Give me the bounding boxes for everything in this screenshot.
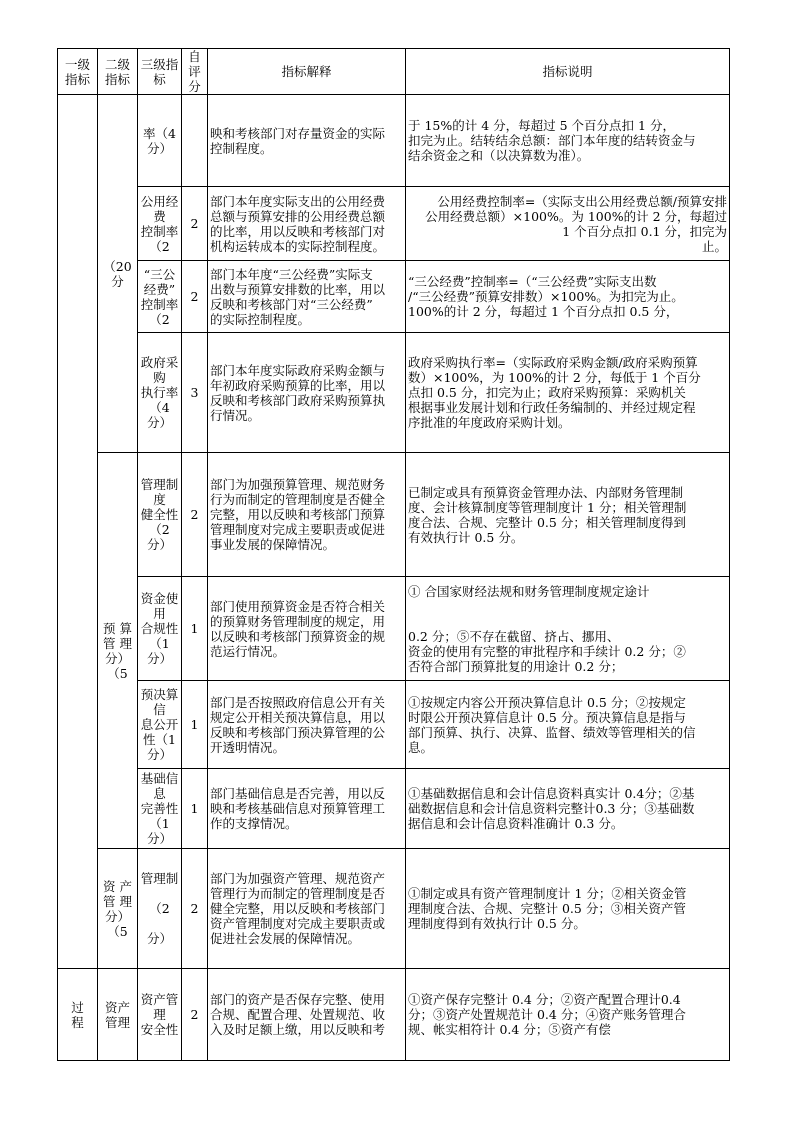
table-row — [58, 769, 730, 849]
header-description: 指标说明 — [406, 49, 730, 95]
level3-name: 率（4 分） — [138, 95, 182, 187]
indicator-description: ①基础数据信息和会计信息资料真实计 0.4分；②基 础数据信息和会计信息资料完整计0.3 分；③基础数 据信息和会计信息资料准确计 0.3 分。 — [406, 769, 730, 849]
header-level1: 一级 指标 — [58, 49, 98, 95]
level3-name: 预决算 信 息公开 性（1 分） — [138, 681, 182, 769]
indicator-description: 已制定或具有预算资金管理办法、内部财务管理制 度、会计核算制度等管理制度计 1 分；相关管理制 度合法、合规、完整计 0.5 分；相关管理制度得到 有效执行计 0.5 分。 — [406, 453, 730, 577]
indicator-description: 政府采购执行率=（实际政府采购金额/政府采购预算 数）×100%，为 100%的计 2 分，每低于 1 个百分 点扣 0.5 分，扣完为止；政府采购预算：采购机关 根据事业发展计划和行政任务编制的、并经过规定程 序批准的年度政府采购计划。 — [406, 333, 730, 453]
indicator-explanation: 部门使用预算资金是否符合相关 的预算财务管理制度的规定，用 以反映和考核部门预算资金的规 范运行情况。 — [208, 577, 406, 681]
indicator-explanation: 部门本年度实际支出的公用经费 总额与预算安排的公用经费总额 的比率，用以反映和考核部门对 机构运转成本的实际控制程度。 — [208, 187, 406, 261]
indicator-description: “三公经费”控制率=（“三公经费”实际支出数 /“三公经费”预算安排数）×100%。为扣完为止。 100%的计 2 分，每超过 1 个百分点扣 0.5 分， — [406, 261, 730, 333]
header-level2: 二级 指标 — [98, 49, 138, 95]
level2-asset-management-2: 资产 管理 — [98, 969, 138, 1061]
indicator-explanation: 部门本年度“三公经费”实际支 出数与预算安排数的比率，用以 反映和考核部门对“三公经费” 的实际控制程度。 — [208, 261, 406, 333]
self-score: 1 — [182, 577, 208, 681]
table-row — [58, 261, 730, 333]
self-score: 2 — [182, 969, 208, 1061]
indicator-explanation: 部门是否按照政府信息公开有关 规定公开相关预决算信息，用以 反映和考核部门预决算管理的公 开透明情况。 — [208, 681, 406, 769]
header-self-score: 自评 分 — [182, 49, 208, 95]
self-score: 1 — [182, 769, 208, 849]
self-score — [182, 95, 208, 187]
table-row — [58, 95, 730, 187]
indicator-explanation: 映和考核部门对存量资金的实际 控制程度。 — [208, 95, 406, 187]
table-row — [58, 453, 730, 577]
self-score: 2 — [182, 261, 208, 333]
self-score: 2 — [182, 849, 208, 969]
indicator-explanation: 部门本年度实际政府采购金额与 年初政府采购预算的比率，用以 反映和考核部门政府采购预算执 行情况。 — [208, 333, 406, 453]
level3-name: 资金使 用 合规性 （1 分） — [138, 577, 182, 681]
indicator-description: ①制定或具有资产管理制度计 1 分；②相关资金管 理制度合法、合规、完整计 0.5 分；③相关资产管 理制度得到有效执行计 0.5 分。 — [406, 849, 730, 969]
level1-process: 过 程 — [58, 969, 98, 1061]
level3-name: 政府采 购 执行率 （4 分） — [138, 333, 182, 453]
indicator-description: ① 合国家财经法规和财务管理制度规定途计 0.2 分；⑤不存在截留、挤占、挪用、 资金的使用有完整的审批程序和手续计 0.2 分；② 否符合部门预算批复的用途计 0.2 分； — [406, 577, 730, 681]
table-row — [58, 849, 730, 969]
level3-name: 公用经 费 控制率 （2 — [138, 187, 182, 261]
self-score: 2 — [182, 187, 208, 261]
indicator-description: ①按规定内容公开预决算信息计 0.5 分；②按规定 时限公开预决算信息计 0.5 分。预决算信息是指与 部门预算、执行、决算、监督、绩效等管理相关的信 息。 — [406, 681, 730, 769]
header-row — [58, 49, 730, 95]
indicator-explanation: 部门基础信息是否完善，用以反 映和考核基础信息对预算管理工 作的支撑情况。 — [208, 769, 406, 849]
table-row — [58, 969, 730, 1061]
indicator-description: 于 15%的计 4 分，每超过 5 个百分点扣 1 分， 扣完为止。结转结余总额：部门本年度的结转资金与 结余资金之和（以决算数为准）。 — [406, 95, 730, 187]
table-row — [58, 577, 730, 681]
indicator-description: 公用经费控制率=（实际支出公用经费总额/预算安排 公用经费总额）×100%。为 100%的计 2 分，每超过 1 个百分点扣 0.1 分，扣完为 止。 — [406, 187, 730, 261]
level3-name: 基础信 息 完善性 （1 分） — [138, 769, 182, 849]
level3-name: “三公 经费” 控制率 （2 — [138, 261, 182, 333]
table-row — [58, 187, 730, 261]
indicator-explanation: 部门的资产是否保存完整、使用 合规、配置合理、处置规范、收 入及时足额上缴，用以反映和考 — [208, 969, 406, 1061]
level1-cell-empty — [58, 95, 98, 969]
indicator-explanation: 部门为加强预算管理、规范财务 行为而制定的管理制度是否健全 完整，用以反映和考核部门预算 管理制度对完成主要职责或促进 事业发展的保障情况。 — [208, 453, 406, 577]
level3-name: 资产管 理 安全性 — [138, 969, 182, 1061]
self-score: 2 — [182, 453, 208, 577]
level2-asset-management: 资 产 管 理 分） （5 — [98, 849, 138, 969]
self-score: 1 — [182, 681, 208, 769]
level2-group-20: （20 分 — [98, 95, 138, 453]
table-row — [58, 681, 730, 769]
header-level3: 三级指 标 — [138, 49, 182, 95]
level3-name: 管理制 度 健全性 （2 分） — [138, 453, 182, 577]
self-score: 3 — [182, 333, 208, 453]
header-explanation: 指标解释 — [208, 49, 406, 95]
table-row — [58, 333, 730, 453]
indicator-description: ①资产保存完整计 0.4 分；②资产配置合理计0.4 分；③资产处置规范计 0.4 分；④资产账务管理合 规、帐实相符计 0.4 分；⑤资产有偿 — [406, 969, 730, 1061]
level2-budget-management: 预 算 管 理 分） （5 — [98, 453, 138, 849]
level3-name: 管理制 （2 分） — [138, 849, 182, 969]
indicator-table — [57, 48, 730, 1061]
indicator-explanation: 部门为加强资产管理、规范资产 管理行为而制定的管理制度是否 健全完整，用以反映和考核部门 资产管理制度对完成主要职责或 促进社会发展的保障情况。 — [208, 849, 406, 969]
